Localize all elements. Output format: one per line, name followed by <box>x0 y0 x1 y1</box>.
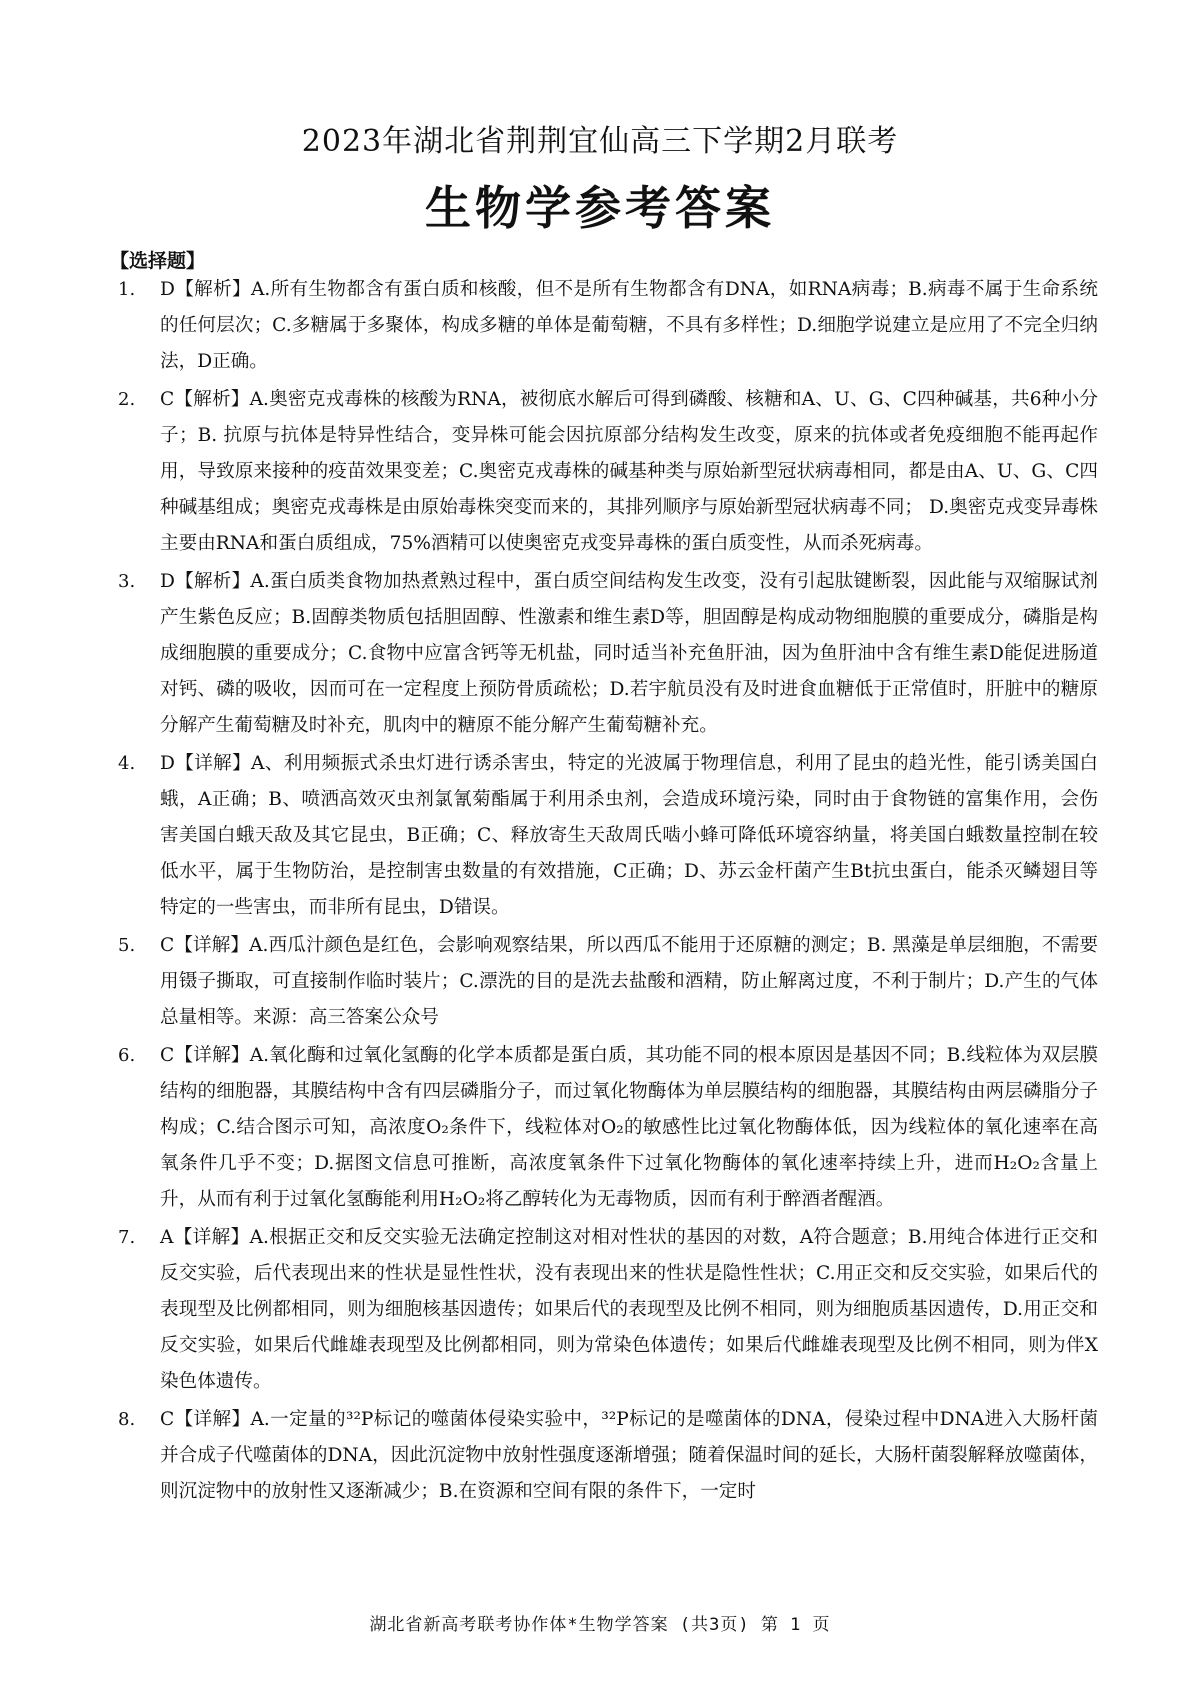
answer-item <box>118 564 1098 744</box>
item-text: C【详解】A.一定量的³²P标记的噬菌体侵染实验中，³²P标记的是噬菌体的DNA，侵染过程中DNA进入大肠杆菌并合成子代噬菌体的DNA，因此沉淀物中放射性强度逐渐增强；随着保温时间的延长，大肠杆菌裂解释放噬菌体，则沉淀物中的放射性又逐渐减少；B.在资源和空间有限的条件下，一定时 <box>160 1409 1098 1502</box>
item-text: C【详解】A.氧化酶和过氧化氢酶的化学本质都是蛋白质，其功能不同的根本原因是基因不同；B.线粒体为双层膜结构的细胞器，其膜结构中含有四层磷脂分子，而过氧化物酶体为单层膜结构的细胞器，其膜结构由两层磷脂分子构成；C.结合图示可知，高浓度O₂条件下，线粒体对O₂的敏感性比过氧化物酶体低，因为线粒体的氧化速率在高氧条件几乎不变；D.据图文信息可推断，高浓度氧条件下过氧化物酶体的氧化速率持续上升，进而H₂O₂含量上升，从而有利于过氧化氢酶能利用H₂O₂将乙醇转化为无毒物质，因而有利于醉酒者醒酒。 <box>160 1045 1098 1210</box>
answer-item <box>118 746 1098 926</box>
page-footer: 湖北省新高考联考协作体*生物学答案 (共3页) 第 1 页 <box>369 1615 831 1635</box>
item-number: 5. <box>118 935 136 956</box>
item-number: 7. <box>118 1227 136 1248</box>
answer-list <box>118 272 1098 1512</box>
answer-item <box>118 272 1098 380</box>
item-text: D【详解】A、利用频振式杀虫灯进行诱杀害虫，特定的光波属于物理信息，利用了昆虫的趋光性，能引诱美国白蛾，A正确；B、喷洒高效灭虫剂氯氰菊酯属于利用杀虫剂，会造成环境污染，同时由于食物链的富集作用，会伤害美国白蛾天敌及其它昆虫，B正确；C、释放寄生天敌周氏啮小蜂可降低环境容纳量，将美国白蛾数量控制在较低水平，属于生物防治，是控制害虫数量的有效措施，C正确；D、苏云金杆菌产生Bt抗虫蛋白，能杀灭鳞翅目等特定的一些害虫，而非所有昆虫，D错误。 <box>160 753 1098 918</box>
page-subtitle: 生物学参考答案 <box>425 181 775 235</box>
answer-item <box>118 1220 1098 1400</box>
item-number: 2. <box>118 389 136 410</box>
answer-item <box>118 1038 1098 1218</box>
answer-item <box>118 1402 1098 1510</box>
item-number: 8. <box>118 1409 136 1430</box>
item-number: 6. <box>118 1045 136 1066</box>
item-number: 3. <box>118 571 136 592</box>
answer-item <box>118 382 1098 562</box>
item-text: C【详解】A.西瓜汁颜色是红色，会影响观察结果，所以西瓜不能用于还原糖的测定；B. 黑藻是单层细胞，不需要用镊子撕取，可直接制作临时装片；C.漂洗的目的是洗去盐酸和酒精，防止解离过度，不利于制片；D.产生的气体总量相等。来源：高三答案公众号 <box>160 935 1098 1028</box>
item-text: C【解析】A.奥密克戎毒株的核酸为RNA，被彻底水解后可得到磷酸、核糖和A、U、G、C四种碱基，共6种小分子；B. 抗原与抗体是特异性结合，变异株可能会因抗原部分结构发生改变，原来的抗体或者免疫细胞不能再起作用，导致原来接种的疫苗效果变差；C.奥密克戎毒株的碱基种类与原始新型冠状病毒相同，都是由A、U、G、C四种碱基组成；奥密克戎毒株是由原始毒株突变而来的，其排列顺序与原始新型冠状病毒不同； D.奥密克戎变异毒株主要由RNA和蛋白质组成，75%酒精可以使奥密克戎变异毒株的蛋白质变性，从而杀死病毒。 <box>160 389 1098 554</box>
item-text: A【详解】A.根据正交和反交实验无法确定控制这对相对性状的基因的对数，A符合题意；B.用纯合体进行正交和反交实验，后代表现出来的性状是显性性状，没有表现出来的性状是隐性性状；C.用正交和反交实验，如果后代的表现型及比例都相同，则为细胞核基因遗传；如果后代的表现型及比例不相同，则为细胞质基因遗传，D.用正交和反交实验，如果后代雌雄表现型及比例都相同，则为常染色体遗传；如果后代雌雄表现型及比例不相同，则为伴X染色体遗传。 <box>160 1227 1098 1392</box>
item-number: 1. <box>118 279 136 300</box>
item-text: D【解析】A.蛋白质类食物加热煮熟过程中，蛋白质空间结构发生改变，没有引起肽键断裂，因此能与双缩脲试剂产生紫色反应；B.固醇类物质包括胆固醇、性激素和维生素D等，胆固醇是构成动物细胞膜的重要成分，磷脂是构成细胞膜的重要成分；C.食物中应富含钙等无机盐，同时适当补充鱼肝油，因为鱼肝油中含有维生素D能促进肠道对钙、磷的吸收，因而可在一定程度上预防骨质疏松；D.若宇航员没有及时进食血糖低于正常值时，肝脏中的糖原分解产生葡萄糖及时补充，肌肉中的糖原不能分解产生葡萄糖补充。 <box>160 571 1098 736</box>
section-heading: 【选择题】 <box>110 250 206 272</box>
page-title: 2023年湖北省荆荆宜仙高三下学期2月联考 <box>301 124 899 159</box>
answer-item <box>118 928 1098 1036</box>
item-number: 4. <box>118 753 136 774</box>
item-text: D【解析】A.所有生物都含有蛋白质和核酸，但不是所有生物都含有DNA，如RNA病毒；B.病毒不属于生命系统的任何层次；C.多糖属于多聚体，构成多糖的单体是葡萄糖，不具有多样性；D.细胞学说建立是应用了不完全归纳法，D正确。 <box>160 279 1098 372</box>
